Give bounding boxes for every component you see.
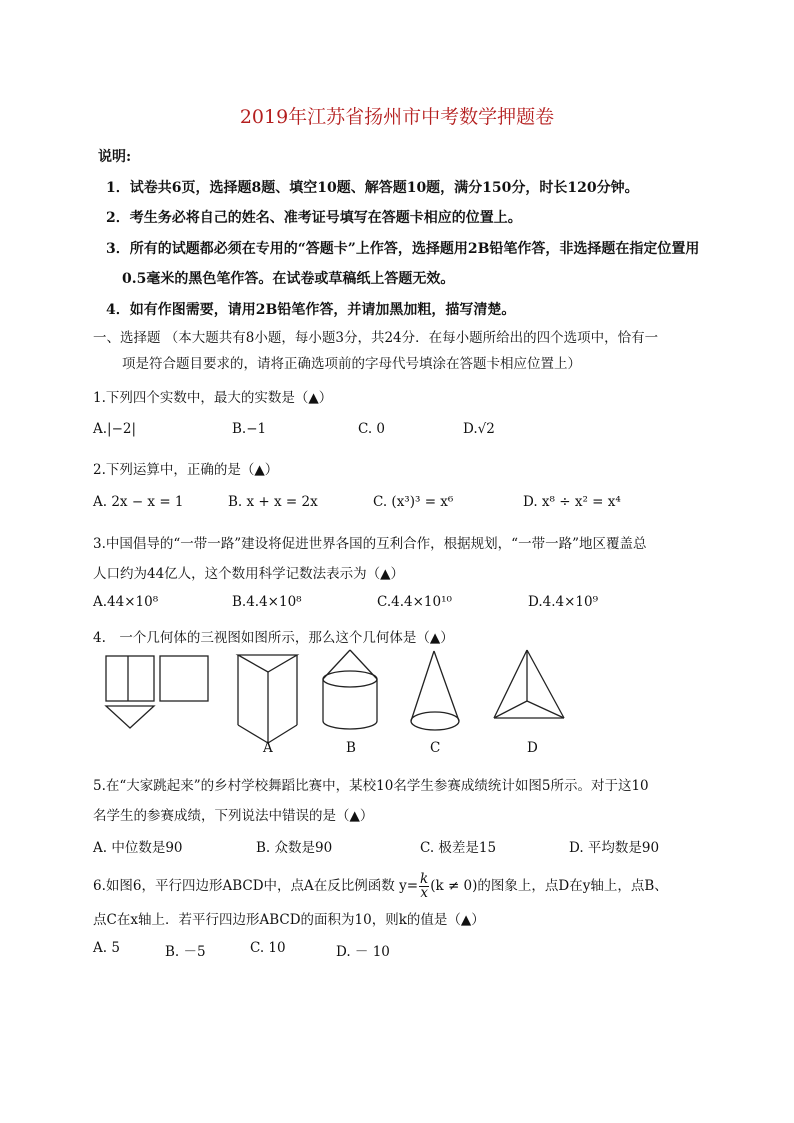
q2-option-c: C. (x³)³ = x⁶ <box>373 494 454 510</box>
q4-label-a: A <box>263 740 273 756</box>
q5-stem-line-2: 名学生的参赛成绩，下列说法中错误的是（▲） <box>93 808 374 824</box>
fraction-numerator: k <box>420 871 429 887</box>
q4-stem: 4. 一个几何体的三视图如图所示，那么这个几何体是（▲） <box>93 630 454 646</box>
note-3-line-2: 0.5毫米的黑色笔作答。在试卷或草稿纸上答题无效。 <box>122 271 455 287</box>
q5-option-a: A. 中位数是90 <box>93 840 183 856</box>
q1-option-a: A.|−2| <box>93 421 137 437</box>
q6-stem-line-2: 点C在x轴上．若平行四边形ABCD的面积为10，则k的值是（▲） <box>93 912 485 928</box>
fraction-denominator: x <box>420 885 428 901</box>
q1-stem: 1.下列四个实数中，最大的实数是（▲） <box>93 390 333 406</box>
q5-option-c: C. 极差是15 <box>420 840 497 856</box>
note-2: 2．考生务必将自己的姓名、准考证号填写在答题卡相应的位置上。 <box>106 210 522 226</box>
q3-option-a: A.44×10⁸ <box>93 594 159 610</box>
q1-option-c: C. 0 <box>358 421 386 437</box>
q5-option-b: B. 众数是90 <box>256 840 333 856</box>
figure-a-prism <box>238 655 297 743</box>
q5-stem-line-1: 5.在“大家跳起来”的乡村学校舞蹈比赛中，某校10名学生参赛成绩统计如图5所示。对于这10 <box>93 778 649 794</box>
q6-option-a: A. 5 <box>93 940 120 956</box>
note-4: 4．如有作图需要，请用2B铅笔作答，并请加黑加粗，描写清楚。 <box>106 302 516 318</box>
q3-option-c: C.4.4×10¹⁰ <box>377 594 452 610</box>
q6-stem-part-1: 6.如图6，平行四边形ABCD中，点A在反比例函数 y= <box>93 878 419 894</box>
q6-stem-part-2: (k ≠ 0)的图象上，点D在y轴上，点B、 <box>430 878 668 894</box>
q3-stem-line-1: 3.中国倡导的“一带一路”建设将促进世界各国的互利合作，根据规划，“一带一路”地区覆盖总 <box>93 536 647 552</box>
notes-heading: 说明: <box>98 149 132 165</box>
figure-c-cone <box>411 651 459 730</box>
q5-option-d: D. 平均数是90 <box>569 840 660 856</box>
q3-stem-line-2: 人口约为44亿人，这个数用科学记数法表示为（▲） <box>93 566 405 582</box>
q4-label-d: D <box>527 740 538 756</box>
q2-stem: 2.下列运算中，正确的是（▲） <box>93 462 279 478</box>
q6-option-d: D. － 10 <box>336 944 390 960</box>
page-title: 2019年江苏省扬州市中考数学押题卷 <box>239 106 555 128</box>
figure-b-cone-cylinder <box>323 650 377 729</box>
section-heading-line-1: 一、选择题 （本大题共有8小题，每小题3分，共24分．在每小题所给出的四个选项中，恰有一 <box>93 330 659 346</box>
fraction-k-over-x <box>419 873 429 900</box>
q3-option-d: D.4.4×10⁹ <box>528 594 599 610</box>
section-heading-line-2: 项是符合题目要求的，请将正确选项前的字母代号填涂在答题卡相应位置上） <box>122 356 581 372</box>
q3-option-b: B.4.4×10⁸ <box>232 594 302 610</box>
three-view-drawing <box>106 656 208 728</box>
q2-option-b: B. x + x = 2x <box>228 494 318 510</box>
q6-option-c: C. 10 <box>250 940 286 956</box>
note-3-line-1: 3．所有的试题都必须在专用的“答题卡”上作答，选择题用2B铅笔作答，非选择题在指定位置用 <box>106 241 700 257</box>
q2-option-a: A. 2x − x = 1 <box>93 494 184 510</box>
q6-stem-line-1 <box>93 873 668 900</box>
q4-label-b: B <box>346 740 356 756</box>
q1-option-b: B.−1 <box>232 421 267 437</box>
q6-option-b: B. －5 <box>165 944 206 960</box>
q4-label-c: C <box>430 740 441 756</box>
q2-option-d: D. x⁸ ÷ x² = x⁴ <box>523 494 621 510</box>
figure-d-pyramid <box>494 650 564 718</box>
q1-option-d: D.√2 <box>463 421 495 437</box>
note-1: 1．试卷共6页，选择题8题、填空10题、解答题10题，满分150分，时长120分钟。 <box>106 180 639 196</box>
